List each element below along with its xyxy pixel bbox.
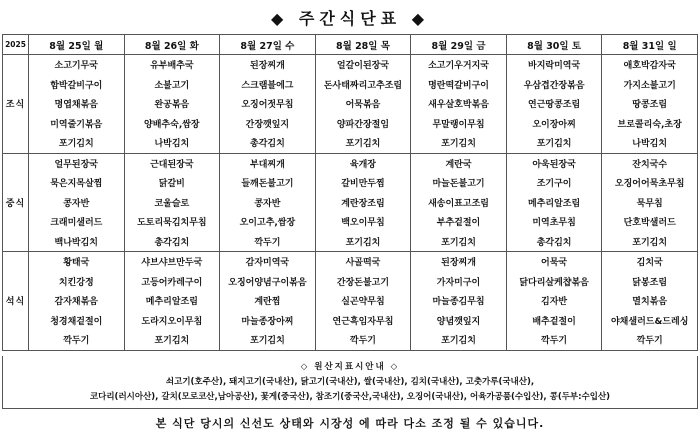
day-menu-cell — [315, 153, 411, 252]
dish-item: 김치국 — [636, 258, 663, 269]
day-header: 8월 28일 목 — [315, 35, 411, 55]
dish-item: 마늘종장아찌 — [241, 316, 294, 327]
dish-item: 간장깻잎지 — [245, 119, 290, 130]
dish-item: 오징어젓무침 — [241, 100, 294, 111]
dish-item: 스크램블에그 — [241, 80, 294, 91]
day-menu-cell — [506, 153, 602, 252]
page-title: ◆ 주간식단표 ◆ — [270, 8, 430, 28]
dish-item: 김자반 — [541, 297, 568, 308]
day-menu-cell — [220, 153, 316, 252]
dish-item: 양파간장절임 — [336, 119, 390, 130]
dish-item: 깍두기 — [254, 237, 281, 248]
dish-item: 총각김치 — [154, 237, 190, 248]
dish-item: 얼갈이된장국 — [336, 61, 390, 72]
dish-item: 총각김치 — [536, 237, 572, 248]
dish-item: 된장찌개 — [250, 61, 285, 72]
dish-item: 백오이무침 — [341, 218, 385, 229]
day-header: 8월 30일 토 — [506, 35, 602, 55]
dish-item: 멸치볶음 — [632, 297, 668, 308]
weekly-menu-table — [2, 34, 698, 351]
dish-item: 브로콜리숙,초장 — [617, 119, 682, 130]
meal-row — [3, 153, 698, 252]
dish-item: 소고기무국 — [54, 61, 99, 72]
dish-item: 샤브샤브만두국 — [141, 258, 203, 269]
year-cell: 2025 — [3, 35, 29, 55]
day-header: 8월 29일 금 — [411, 35, 507, 55]
dish-item: 깍두기 — [636, 336, 663, 347]
dish-item: 명엽채볶음 — [54, 100, 99, 111]
dish-item: 땅콩조림 — [632, 100, 668, 111]
dish-item: 마늘돈불고기 — [432, 179, 485, 190]
day-menu-cell — [29, 153, 125, 252]
dish-item: 포기김치 — [58, 139, 94, 150]
dish-item: 근대된장국 — [150, 159, 194, 170]
dish-item: 오징어어묵초무침 — [614, 179, 685, 190]
dish-item: 닭갈비 — [158, 179, 185, 190]
dish-item: 된장찌개 — [441, 258, 476, 269]
dish-item: 새우살호박볶음 — [428, 100, 489, 111]
meal-row — [3, 55, 698, 154]
dish-item: 단호박샐러드 — [623, 218, 676, 229]
day-header: 8월 26일 화 — [124, 35, 220, 55]
dish-item: 계란찜 — [254, 297, 281, 308]
dish-item: 포기김치 — [441, 237, 476, 248]
dish-item: 메추리알조림 — [145, 297, 198, 308]
dish-item: 가지소불고기 — [623, 80, 676, 91]
dish-item: 계란국 — [445, 159, 472, 170]
dish-item: 포기김치 — [250, 336, 285, 347]
dish-item: 나박김치 — [154, 139, 190, 150]
dish-item: 연근땅콩조림 — [528, 100, 581, 111]
day-menu-cell — [220, 55, 316, 154]
dish-item: 아욱된장국 — [532, 159, 576, 170]
meal-label: 석식 — [3, 252, 29, 351]
meal-label: 조식 — [3, 55, 29, 154]
dish-item: 조기구이 — [536, 179, 572, 190]
day-menu-cell — [124, 55, 220, 154]
dish-item: 백나박김치 — [54, 237, 99, 248]
dish-item: 어묵국 — [541, 258, 568, 269]
dish-item: 깍두기 — [541, 336, 568, 347]
dish-item: 어묵볶음 — [345, 100, 381, 111]
day-menu-cell — [506, 252, 602, 351]
dish-item: 갈비만두찜 — [341, 179, 385, 190]
dish-item: 포기김치 — [536, 139, 572, 150]
dish-item: 마늘종김무침 — [432, 297, 485, 308]
dish-item: 배추겉절이 — [532, 316, 576, 327]
dish-item: 유부배추국 — [150, 61, 194, 72]
day-menu-cell — [602, 153, 698, 252]
dish-item: 오이고추,쌈장 — [239, 218, 296, 229]
dish-item: 간장돈불고기 — [336, 277, 390, 288]
dish-item: 가자미구이 — [436, 277, 481, 288]
dish-item: 감자미역국 — [245, 258, 290, 269]
dish-item: 나박김치 — [632, 139, 668, 150]
dish-item: 소불고기 — [154, 80, 190, 91]
dish-item: 콩자반 — [254, 198, 281, 209]
dish-item: 포기김치 — [441, 336, 476, 347]
day-menu-cell — [124, 252, 220, 351]
day-header: 8월 25일 월 — [29, 35, 125, 55]
origin-line: 쇠고기(호주산), 돼지고기(국내산), 닭고기(국내산), 쌀(국내산), 김치(국내산), 고춧가루(국내산), — [165, 376, 535, 387]
dish-item: 총각김치 — [250, 139, 285, 150]
day-menu-cell — [506, 55, 602, 154]
dish-item: 청경채겉절이 — [50, 316, 103, 327]
dish-item: 크래미샐러드 — [50, 218, 103, 229]
day-menu-cell — [124, 153, 220, 252]
dish-item: 황태국 — [63, 258, 90, 269]
day-menu-cell — [315, 252, 411, 351]
day-menu-cell — [220, 252, 316, 351]
dish-item: 우삼겹간장볶음 — [523, 80, 585, 91]
dish-item: 양배추숙,쌈장 — [144, 119, 200, 130]
dish-item: 야채샐러드&드레싱 — [610, 316, 689, 327]
dish-item: 계란장조림 — [341, 198, 385, 209]
header-row — [3, 35, 698, 55]
day-menu-cell — [411, 153, 507, 252]
dish-item: 소고기우거지국 — [428, 61, 489, 72]
dish-item: 닭봉조림 — [632, 277, 668, 288]
dish-item: 부대찌개 — [250, 159, 285, 170]
adjustment-notice: 본 식단 당시의 신선도 상태와 시장성 에 따라 다소 조정 될 수 있습니다. — [155, 417, 545, 430]
dish-item: 애호박감자국 — [623, 61, 676, 72]
dish-item: 돈사태짜리고추조림 — [323, 80, 403, 91]
dish-item: 도토리묵김치무침 — [137, 218, 207, 229]
dish-item: 포기김치 — [154, 336, 190, 347]
dish-item: 함박갈비구이 — [50, 80, 103, 91]
day-menu-cell — [602, 252, 698, 351]
day-menu-cell — [29, 252, 125, 351]
dish-item: 깍두기 — [63, 336, 90, 347]
dish-item: 잔치국수 — [632, 159, 668, 170]
dish-item: 육개장 — [349, 159, 377, 170]
dish-item: 묵은지목살찜 — [50, 179, 103, 190]
dish-item: 사골떡국 — [345, 258, 381, 269]
dish-item: 묵무침 — [636, 198, 663, 209]
day-menu-cell — [315, 55, 411, 154]
day-menu-cell — [602, 55, 698, 154]
dish-item: 깍두기 — [349, 336, 377, 347]
meal-label: 중식 — [3, 153, 29, 252]
dish-item: 치킨강정 — [58, 277, 94, 288]
dish-item: 포기김치 — [345, 237, 381, 248]
dish-item: 포기김치 — [345, 139, 381, 150]
dish-item: 연근흑임자무침 — [332, 316, 394, 327]
dish-item: 오이장아찌 — [532, 119, 576, 130]
dish-item: 들깨돈불고기 — [241, 179, 294, 190]
dish-item: 미역줄기볶음 — [50, 119, 103, 130]
dish-item: 콩자반 — [63, 198, 90, 209]
dish-item: 무말랭이무침 — [432, 119, 485, 130]
dish-item: 실곤약무침 — [341, 297, 385, 308]
dish-item: 닭다리살케챱볶음 — [519, 277, 589, 288]
dish-item: 새송이표고조림 — [428, 198, 489, 209]
dish-item: 포기김치 — [632, 237, 668, 248]
dish-item: 명란떡갈비구이 — [428, 80, 489, 91]
dish-item: 코울슬로 — [154, 198, 190, 209]
meal-row — [3, 252, 698, 351]
day-menu-cell — [29, 55, 125, 154]
origin-title: ◇ 원산지표시안내 ◇ — [300, 361, 400, 372]
dish-item: 고등어카레구이 — [141, 277, 203, 288]
dish-item: 바지락미역국 — [528, 61, 581, 72]
dish-item: 포기김치 — [441, 139, 476, 150]
origin-line: 코다리(러시아산), 갈치(모로코산,남아공산), 꽃게(중국산), 참조기(중국산,국내산), 오징어(국내산), 어육가공품(수입산), 콩(두부:수입산) — [89, 391, 611, 402]
dish-item: 오징어양념구이볶음 — [228, 277, 307, 288]
day-menu-cell — [411, 252, 507, 351]
dish-item: 감자채볶음 — [54, 297, 99, 308]
dish-item: 부추겉절이 — [436, 218, 481, 229]
dish-item: 완공볶음 — [154, 100, 190, 111]
day-header: 8월 27일 수 — [220, 35, 316, 55]
dish-item: 얼무된장국 — [54, 159, 99, 170]
dish-item: 양념깻잎지 — [436, 316, 481, 327]
dish-item: 미역초무침 — [532, 218, 576, 229]
dish-item: 도라지오이무침 — [141, 316, 203, 327]
day-menu-cell — [411, 55, 507, 154]
day-header: 8월 31일 일 — [602, 35, 698, 55]
origin-info — [2, 356, 698, 409]
dish-item: 메추리알조림 — [528, 198, 581, 209]
